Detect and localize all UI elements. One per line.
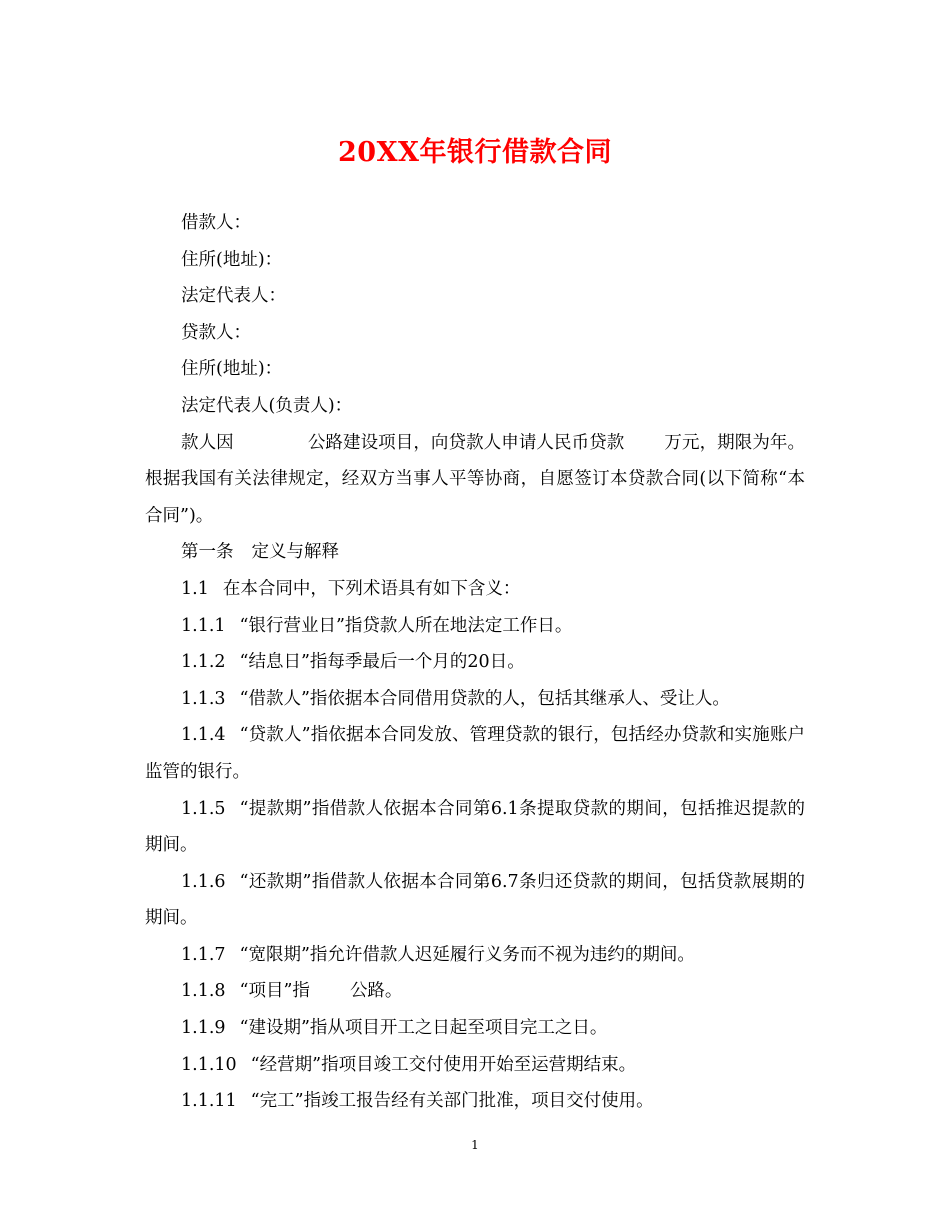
clause [145,571,805,608]
clause-number: 1.1.4 [181,725,226,746]
clause [145,791,805,864]
clause-text: “经营期”指项目竣工交付使用开始至运营期结束。 [250,1054,637,1075]
clause-number: 1.1.10 [181,1054,237,1075]
preamble-part-1: 款人因 [181,432,234,453]
clause-text: “结息日”指每季最后一个月的20日。 [239,652,525,673]
preamble-part-3: 万元，期限为年。根据我国有关法律规定，经双方当事人平等协商，自愿签订本贷款合同(以下简称“本合同”)。 [145,432,806,526]
clause [145,608,805,645]
clause [145,1047,805,1084]
clause-text-b: 公路。 [349,981,403,1002]
clause-text: “完工”指竣工报告经有关部门批准，项目交付使用。 [250,1091,654,1112]
lender-line: 贷款人： [181,322,251,343]
document-body [145,205,805,1120]
preamble-part-2: 公路建设项目，向贷款人申请人民币贷款 [307,432,625,453]
clause-number: 1.1.2 [181,652,226,673]
borrower-line: 借款人： [181,213,251,233]
preamble-paragraph [145,425,805,535]
clause [145,717,805,790]
clause [145,973,805,1010]
clause [145,937,805,974]
clause-text: “贷款人”指依据本合同发放、管理贷款的银行，包括经办贷款和实施账户监管的银行。 [145,725,805,782]
clause [145,1083,805,1120]
clause-number: 1.1 [181,578,209,599]
borrower-address-line: 住所(地址)： [181,249,283,270]
clause-number: 1.1.3 [181,688,226,709]
clause [145,681,805,718]
clause-number: 1.1.8 [181,981,226,1002]
clause-text: “还款期”指借款人依据本合同第6.7条归还贷款的期间，包括贷款展期的期间。 [145,871,805,929]
article-number: 第一条 [181,542,234,563]
clause-number: 1.1.7 [181,944,226,965]
clause-text: “宽限期”指允许借款人迟延履行义务而不视为违约的期间。 [239,944,695,965]
clause-text-a: “项目”指 [239,981,310,1002]
clause-text: 在本合同中，下列术语具有如下含义： [222,578,521,599]
clause-number: 1.1.9 [181,1018,226,1039]
clause [145,644,805,681]
clause-text: “建设期”指从项目开工之日起至项目完工之日。 [239,1018,608,1039]
document-title: 20XX年银行借款合同 [338,137,612,168]
article-heading [145,534,805,571]
lender-representative-line: 法定代表人(负责人)： [181,395,353,416]
clause-number: 1.1.11 [181,1091,237,1112]
clause-number: 1.1.1 [181,615,226,636]
clause [145,864,805,937]
clause-number: 1.1.5 [181,798,226,819]
clause-text: “借款人”指依据本合同借用贷款的人，包括其继承人、受让人。 [239,688,730,709]
clause-text: “提款期”指借款人依据本合同第6.1条提取贷款的期间，包括推迟提款的期间。 [145,798,805,856]
clause [145,1010,805,1047]
clause-number: 1.1.6 [181,871,226,892]
article-title: 定义与解释 [251,542,339,563]
lender-address-line: 住所(地址)： [181,359,283,380]
page-number: 1 [471,1138,479,1152]
clause-text: “银行营业日”指贷款人所在地法定工作日。 [239,615,573,636]
borrower-representative-line: 法定代表人： [181,286,286,307]
